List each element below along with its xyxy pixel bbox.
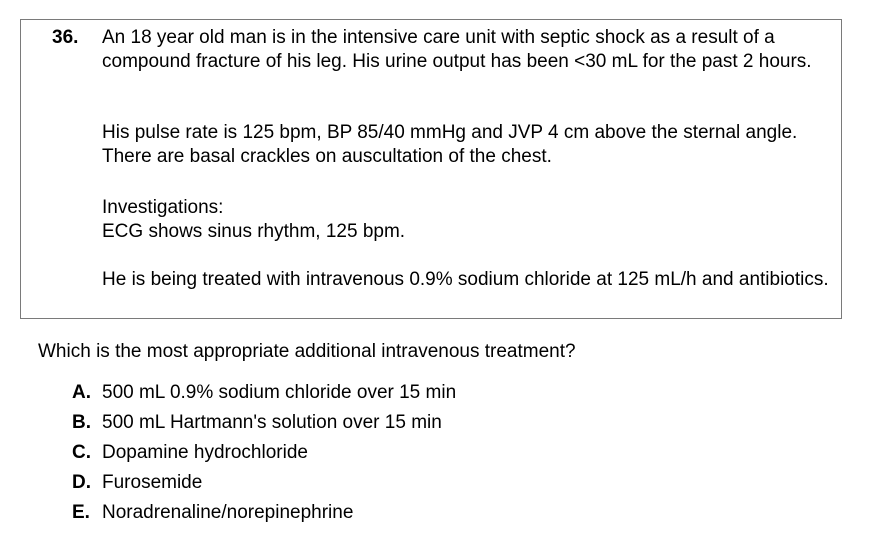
option-text: Dopamine hydrochloride	[102, 442, 308, 463]
answer-option-e[interactable]	[72, 501, 456, 531]
option-letter: A.	[72, 382, 91, 403]
stem-paragraph-presentation: An 18 year old man is in the intensive care unit with septic shock as a result of a compound fracture of his leg. His urine output has been <30 mL for the past 2 hours.	[102, 27, 812, 72]
answer-options	[72, 381, 456, 531]
option-text: 500 mL Hartmann's solution over 15 min	[102, 412, 442, 433]
question-number: 36.	[52, 27, 79, 48]
option-text: Furosemide	[102, 472, 203, 493]
stem-paragraph-examination: His pulse rate is 125 bpm, BP 85/40 mmHg and JVP 4 cm above the sternal angle. There are basal crackles on auscultation of the chest.	[102, 122, 798, 167]
answer-option-a[interactable]	[72, 381, 456, 411]
stem-paragraph-treatment: He is being treated with intravenous 0.9% sodium chloride at 125 mL/h and antibiotics.	[102, 269, 829, 290]
question-prompt: Which is the most appropriate additional intravenous treatment?	[38, 341, 576, 362]
investigations-heading: Investigations:	[102, 197, 224, 218]
answer-option-b[interactable]	[72, 411, 456, 441]
stem-investigations	[102, 196, 837, 244]
answer-option-c[interactable]	[72, 441, 456, 471]
option-letter: D.	[72, 472, 91, 493]
answer-option-d[interactable]	[72, 471, 456, 501]
option-text: Noradrenaline/norepinephrine	[102, 502, 354, 523]
option-letter: B.	[72, 412, 91, 433]
option-text: 500 mL 0.9% sodium chloride over 15 min	[102, 382, 457, 403]
option-letter: C.	[72, 442, 91, 463]
option-letter: E.	[72, 502, 90, 523]
investigations-ecg: ECG shows sinus rhythm, 125 bpm.	[102, 221, 406, 242]
